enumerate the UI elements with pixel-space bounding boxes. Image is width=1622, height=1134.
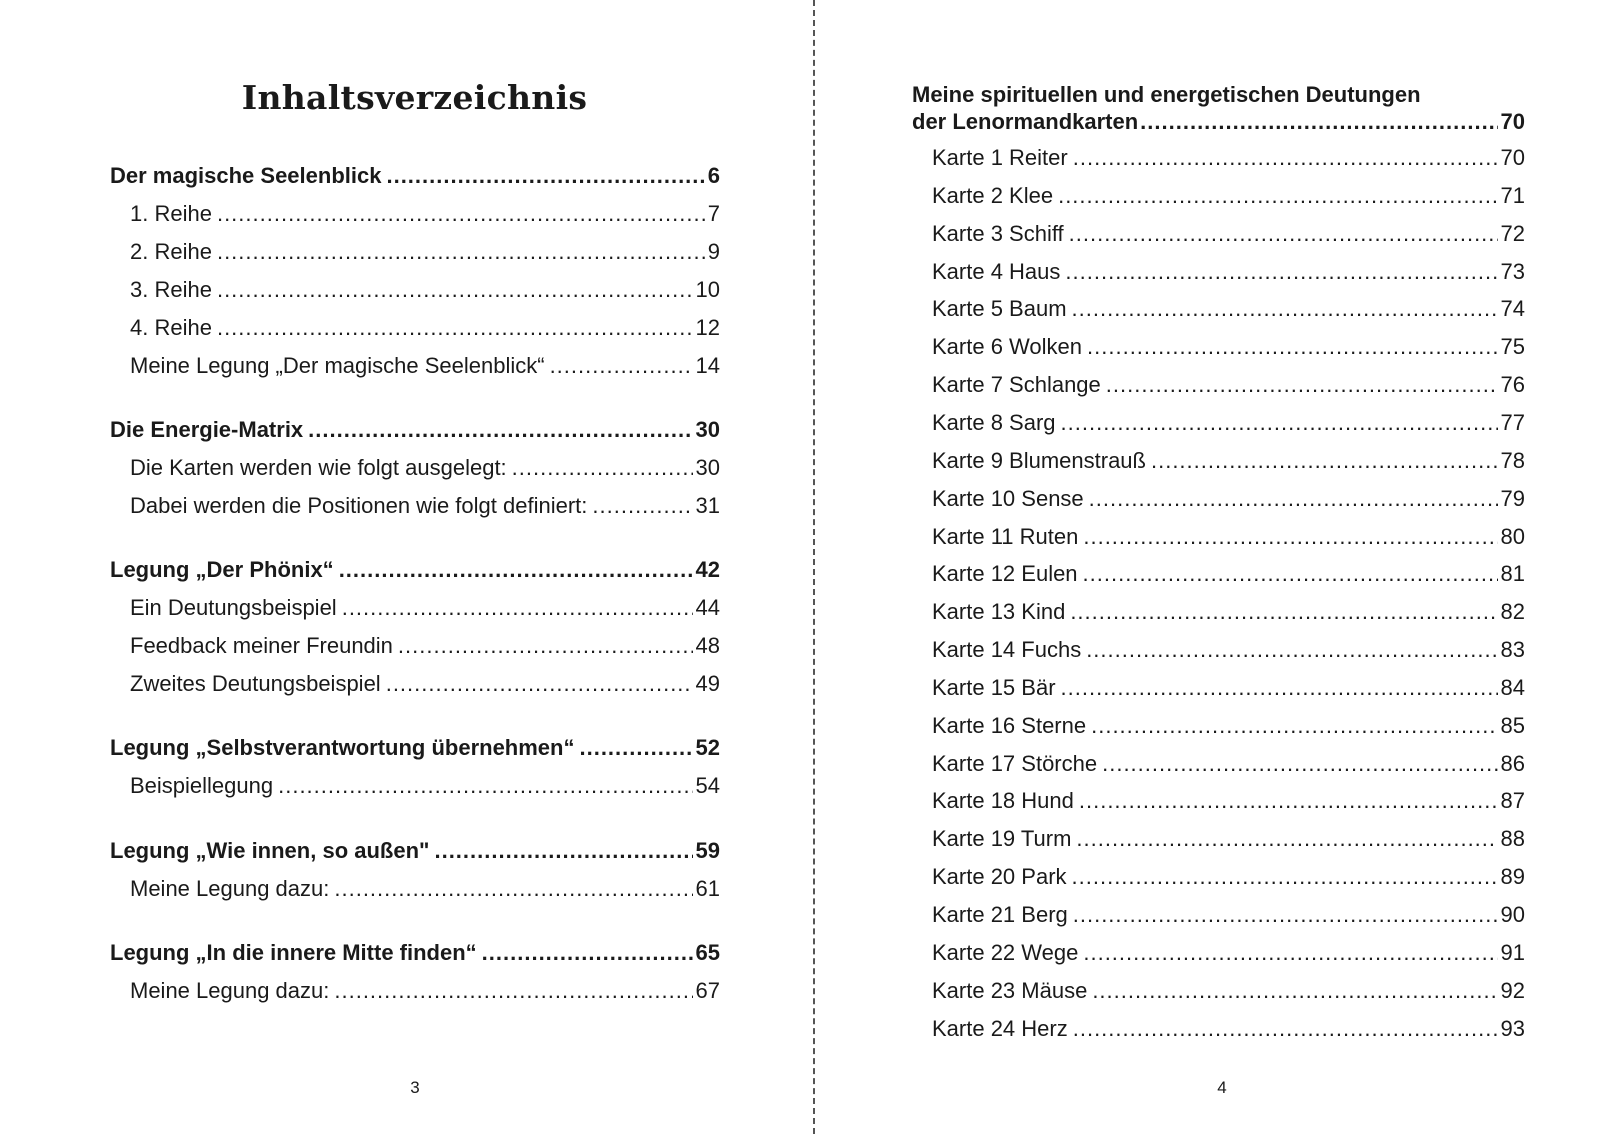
dot-leader (482, 940, 693, 966)
toc-entry-label: Karte 17 Störche (932, 750, 1098, 776)
toc-section-entry[interactable] (932, 1016, 1525, 1042)
toc-section-entry[interactable] (932, 259, 1525, 285)
toc-section-entry[interactable] (932, 864, 1525, 890)
toc-entry-page: 59 (695, 838, 720, 863)
toc-entry-page: 77 (1500, 409, 1525, 435)
toc-entry-page: 12 (695, 315, 720, 340)
dot-leader (217, 201, 705, 227)
dot-leader (1061, 675, 1498, 701)
toc-entry-page: 7 (707, 201, 720, 226)
toc-entry-page: 79 (1500, 485, 1525, 511)
dot-leader (1073, 1016, 1498, 1042)
toc-entry-label: Legung „Wie innen, so außen" (110, 838, 430, 863)
dot-leader (386, 163, 704, 189)
dot-leader (1091, 713, 1497, 739)
toc-entry-label: Karte 13 Kind (932, 599, 1066, 625)
toc-entry-page: 61 (695, 876, 720, 901)
toc-entry-label: Legung „Selbstverantwortung übernehmen“ (110, 735, 575, 760)
dot-leader (1102, 751, 1497, 777)
toc-entry-label: Karte 16 Sterne (932, 712, 1087, 738)
dot-leader (217, 277, 693, 303)
dot-leader (339, 557, 693, 583)
toc-section-entry[interactable] (932, 826, 1525, 852)
toc-section-entry[interactable] (932, 145, 1525, 171)
toc-section-entry[interactable] (932, 751, 1525, 777)
dot-leader (1087, 334, 1498, 360)
toc-section-entry[interactable] (130, 277, 720, 303)
dot-leader (1083, 524, 1497, 550)
toc-entry-page: 54 (695, 773, 720, 798)
toc-entry-page: 44 (695, 595, 720, 620)
toc-chapter-heading (912, 81, 1525, 135)
toc-entry-page: 92 (1500, 977, 1525, 1003)
toc-entry-page: 86 (1500, 750, 1525, 776)
toc-entry-page: 65 (695, 940, 720, 965)
toc-entry-page: 88 (1500, 826, 1525, 852)
toc-section-entry[interactable] (932, 978, 1525, 1004)
toc-section-entry[interactable] (130, 671, 720, 697)
toc-entry-label: Dabei werden die Positionen wie folgt definiert: (130, 493, 588, 518)
toc-entry-label: Karte 10 Sense (932, 485, 1084, 511)
toc-section-entry[interactable] (130, 353, 720, 379)
toc-entry-label: Legung „In die innere Mitte finden“ (110, 940, 477, 965)
dot-leader (386, 671, 693, 697)
toc-section-entry[interactable] (932, 410, 1525, 436)
toc-entry-label: Karte 2 Klee (932, 182, 1054, 208)
toc-entry-page: 90 (1500, 902, 1525, 927)
toc-entry-page: 14 (695, 353, 720, 378)
toc-entry-page: 9 (707, 239, 720, 264)
toc-entry-label: Karte 1 Reiter (932, 145, 1068, 170)
toc-entry-label: Karte 8 Sarg (932, 409, 1056, 435)
toc-section-entry[interactable] (932, 902, 1525, 928)
toc-entry-label: Karte 20 Park (932, 864, 1067, 890)
dot-leader (1058, 183, 1497, 209)
toc-chapter-entry[interactable] (110, 163, 720, 189)
toc-entry-page: 30 (695, 455, 720, 480)
toc-entry-label: Karte 19 Turm (932, 826, 1072, 852)
toc-section-entry[interactable] (932, 183, 1525, 209)
dot-leader (1073, 902, 1498, 928)
toc-entry-page: 85 (1500, 712, 1525, 738)
toc-entry-page: 70 (1500, 145, 1525, 170)
toc-section-entry[interactable] (932, 713, 1525, 739)
toc-section-entry[interactable] (130, 455, 720, 481)
toc-entry-page: 83 (1500, 637, 1525, 663)
toc-entry-label: Karte 4 Haus (932, 258, 1061, 284)
toc-entry-page: 72 (1500, 220, 1525, 246)
toc-entry-label: Beispiellegung (130, 773, 274, 798)
toc-entry-page: 10 (695, 277, 720, 302)
dot-leader (1089, 486, 1498, 512)
toc-section-entry[interactable] (932, 448, 1525, 474)
page-number-left: 3 (410, 1078, 420, 1097)
toc-entry-label: Zweites Deutungsbeispiel (130, 671, 381, 696)
toc-section-entry[interactable] (130, 315, 720, 341)
toc-entry-label: 2. Reihe (130, 239, 212, 264)
dot-leader (1065, 259, 1497, 285)
toc-section-entry[interactable] (932, 561, 1525, 587)
toc-entry-label: Meine Legung dazu: (130, 876, 330, 901)
toc-chapter-entry[interactable] (110, 940, 720, 966)
dot-leader (1106, 372, 1498, 398)
toc-entry-page: 75 (1500, 334, 1525, 360)
toc-section-entry[interactable] (932, 334, 1525, 360)
toc-entry-page: 31 (695, 493, 720, 518)
toc-entry-page: 81 (1500, 561, 1525, 587)
toc-section-entry[interactable] (130, 978, 720, 1004)
toc-entry-label: Karte 23 Mäuse (932, 977, 1088, 1003)
toc-entry-page: 73 (1500, 258, 1525, 284)
toc-heading-line2 (912, 108, 1525, 135)
toc-chapter-entry[interactable] (110, 557, 720, 583)
toc-entry-label: Karte 18 Hund (932, 788, 1074, 814)
toc-entry-label: Karte 15 Bär (932, 674, 1056, 700)
page-number-right: 4 (1217, 1078, 1227, 1097)
dot-leader (217, 239, 705, 265)
dot-leader (592, 493, 692, 519)
toc-entry-label: 1. Reihe (130, 201, 212, 226)
toc-heading-line1: Meine spirituellen und energetischen Deutungen (912, 82, 1421, 107)
toc-entry-label: 4. Reihe (130, 315, 212, 340)
toc-entry-label: Karte 12 Eulen (932, 561, 1078, 587)
toc-section-entry[interactable] (932, 940, 1525, 966)
dot-leader (217, 315, 693, 341)
toc-entry-label: Karte 9 Blumenstrauß (932, 447, 1146, 473)
toc-section-entry[interactable] (130, 876, 720, 902)
toc-entry-label: Karte 7 Schlange (932, 372, 1101, 398)
dot-leader (1140, 108, 1497, 135)
toc-section-entry[interactable] (130, 773, 720, 799)
toc-entry-page: 49 (695, 671, 720, 696)
toc-entry-page: 74 (1500, 296, 1525, 322)
toc-section-entry[interactable] (932, 788, 1525, 814)
dot-leader (579, 735, 692, 761)
dot-leader (334, 876, 692, 902)
toc-entry-page: 76 (1500, 372, 1525, 398)
toc-entry-label: Die Karten werden wie folgt ausgelegt: (130, 455, 507, 480)
dot-leader (1083, 940, 1497, 966)
toc-entry-label: Karte 24 Herz (932, 1015, 1068, 1041)
dot-leader (1072, 296, 1498, 322)
toc-heading-label: der Lenormandkarten (912, 109, 1139, 134)
toc-chapter-entry[interactable] (110, 838, 720, 864)
toc-section-entry[interactable] (130, 201, 720, 227)
toc-section-entry[interactable] (932, 372, 1525, 398)
toc-section-entry[interactable] (932, 296, 1525, 322)
toc-entry-page: 48 (695, 633, 720, 658)
dot-leader (1061, 410, 1498, 436)
toc-entry-label: Karte 14 Fuchs (932, 637, 1082, 663)
toc-heading-page: 70 (1500, 109, 1525, 134)
dot-leader (334, 978, 692, 1004)
toc-chapter-entry[interactable] (110, 417, 720, 443)
toc-entry-label: Feedback meiner Freundin (130, 633, 393, 658)
toc-title: Inhaltsverzeichnis (241, 78, 588, 117)
toc-entry-label: Karte 3 Schiff (932, 220, 1064, 246)
toc-entry-page: 84 (1500, 674, 1525, 700)
dot-leader (398, 633, 693, 659)
toc-entry-label: Karte 5 Baum (932, 296, 1067, 322)
toc-entry-label: Ein Deutungsbeispiel (130, 595, 337, 620)
toc-entry-page: 80 (1500, 523, 1525, 549)
dot-leader (308, 417, 692, 443)
toc-entry-page: 30 (695, 417, 720, 442)
toc-entry-page: 71 (1500, 182, 1525, 208)
toc-entry-page: 42 (695, 557, 720, 582)
dot-leader (342, 595, 693, 621)
dot-leader (1092, 978, 1497, 1004)
toc-entry-page: 89 (1500, 864, 1525, 890)
toc-entry-page: 91 (1500, 939, 1525, 965)
dot-leader (512, 455, 693, 481)
toc-chapter-entry[interactable] (110, 735, 720, 761)
toc-section-entry[interactable] (130, 595, 720, 621)
toc-section-entry[interactable] (932, 486, 1525, 512)
dot-leader (1083, 561, 1498, 587)
toc-entry-label: Karte 22 Wege (932, 939, 1079, 965)
toc-section-entry[interactable] (932, 599, 1525, 625)
toc-entry-label: Karte 11 Ruten (932, 523, 1079, 549)
toc-entry-page: 87 (1500, 788, 1525, 814)
toc-entry-label: Der magische Seelenblick (110, 163, 382, 188)
toc-entry-label: 3. Reihe (130, 277, 212, 302)
toc-entry-label: Legung „Der Phönix“ (110, 557, 334, 582)
toc-entry-label: Karte 21 Berg (932, 902, 1068, 927)
dot-leader (1072, 864, 1498, 890)
dot-leader (1151, 448, 1498, 474)
toc-entry-page: 93 (1500, 1015, 1525, 1041)
toc-entry-label: Meine Legung „Der magische Seelenblick“ (130, 353, 545, 378)
dot-leader (550, 353, 693, 379)
dot-leader (278, 773, 692, 799)
toc-section-entry[interactable] (932, 524, 1525, 550)
dot-leader (1076, 826, 1497, 852)
dot-leader (434, 838, 692, 864)
toc-section-entry[interactable] (932, 675, 1525, 701)
toc-entry-page: 52 (695, 735, 720, 760)
toc-section-entry[interactable] (130, 239, 720, 265)
toc-entry-page: 78 (1500, 447, 1525, 473)
toc-entry-page: 6 (707, 163, 720, 188)
dot-leader (1079, 788, 1498, 814)
right-page (815, 0, 1622, 1134)
dot-leader (1086, 637, 1497, 663)
toc-entry-label: Meine Legung dazu: (130, 978, 330, 1003)
toc-entry-label: Die Energie-Matrix (110, 417, 304, 442)
toc-section-entry[interactable] (130, 633, 720, 659)
toc-section-entry[interactable] (932, 221, 1525, 247)
dot-leader (1070, 599, 1497, 625)
toc-section-entry[interactable] (932, 637, 1525, 663)
toc-section-entry[interactable] (130, 493, 720, 519)
dot-leader (1069, 221, 1498, 247)
toc-entry-label: Karte 6 Wolken (932, 334, 1083, 360)
toc-entry-page: 67 (695, 978, 720, 1003)
dot-leader (1073, 145, 1498, 171)
toc-entry-page: 82 (1500, 599, 1525, 625)
